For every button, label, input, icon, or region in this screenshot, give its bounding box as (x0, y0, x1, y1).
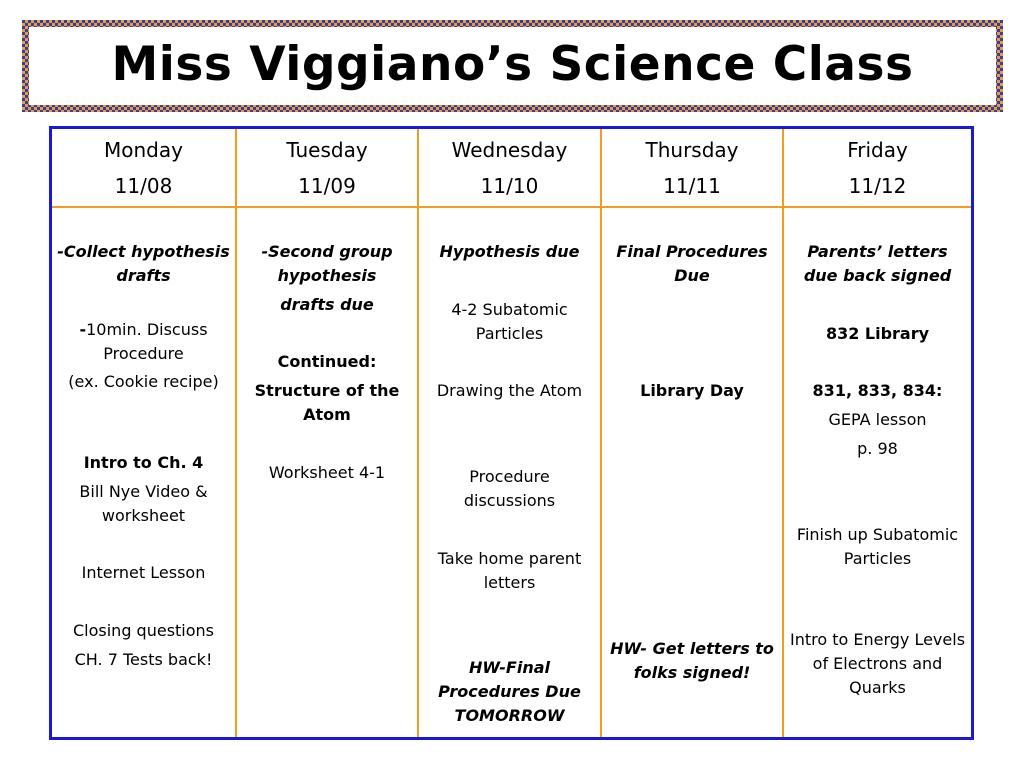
header-wednesday (419, 129, 602, 208)
cell-friday (784, 208, 971, 737)
intro-ch4-item: Intro to Ch. 4 (83, 453, 204, 472)
worksheet-item: Worksheet 4-1 (268, 463, 386, 482)
header-friday (784, 129, 971, 208)
date-label: 11/10 (480, 174, 539, 198)
tests-back-item: CH. 7 Tests back! (74, 650, 213, 669)
day-label: Wednesday (451, 138, 568, 162)
page-title: Miss Viggiano’s Science Class (111, 36, 914, 92)
library-day-item: Library Day (640, 381, 744, 400)
cell-monday (52, 208, 237, 737)
intro-energy-levels-item: Intro to Energy Levels of Electrons and Quarks (789, 630, 966, 697)
closing-questions-item: Closing questions (72, 621, 215, 640)
title-banner-inner (29, 27, 996, 105)
day-label: Friday (847, 138, 908, 162)
final-procedures-item: Final Procedures Due (616, 242, 768, 285)
title-banner (22, 20, 1003, 112)
header-thursday (602, 129, 784, 208)
finish-subatomic-item: Finish up Subatomic Particles (796, 525, 959, 568)
page-98-item: p. 98 (857, 439, 898, 458)
date-label: 11/09 (298, 174, 356, 198)
discuss-text: 10min. Discuss Procedure (86, 320, 208, 363)
subatomic-particles-item: 4-2 Subatomic Particles (451, 300, 568, 343)
bill-nye-item: Bill Nye Video & worksheet (79, 482, 208, 525)
day-label: Thursday (645, 138, 739, 162)
hypothesis-due-item: Hypothesis due (439, 242, 580, 261)
cell-tuesday (237, 208, 419, 737)
drafts-due-item: drafts due (280, 295, 374, 314)
date-label: 11/08 (114, 174, 173, 198)
cookie-recipe-item: (ex. Cookie recipe) (68, 372, 219, 391)
procedure-discussions-item: Procedure discussions (463, 467, 556, 510)
internet-lesson-item: Internet Lesson (81, 563, 206, 582)
discuss-procedure-item (56, 318, 231, 366)
cell-thursday (602, 208, 784, 737)
second-group-item: -Second group hypothesis (261, 242, 393, 285)
weekly-schedule-table (49, 126, 974, 740)
dash-text: - (79, 320, 87, 339)
hw-final-procedures-item: HW-Final Procedures Due TOMORROW (438, 658, 581, 725)
parents-letters-item: Parents’ letters due back signed (803, 242, 952, 285)
take-home-letters-item: Take home parent letters (437, 549, 582, 592)
cell-wednesday (419, 208, 602, 737)
header-tuesday (237, 129, 419, 208)
gepa-lesson-item: GEPA lesson (828, 410, 927, 429)
continued-item: Continued: (277, 352, 377, 371)
collect-drafts-item: -Collect hypothesis drafts (57, 242, 230, 285)
day-label: Monday (104, 138, 183, 162)
drawing-atom-item: Drawing the Atom (436, 381, 583, 400)
library-832-item: 832 Library (825, 324, 930, 343)
header-monday (52, 129, 237, 208)
day-label: Tuesday (286, 138, 368, 162)
hw-letters-item: HW- Get letters to folks signed! (610, 639, 774, 682)
date-label: 11/12 (848, 174, 907, 198)
classes-item: 831, 833, 834: (812, 381, 943, 400)
structure-atom-item: Structure of the Atom (254, 381, 400, 424)
date-label: 11/11 (663, 174, 721, 198)
